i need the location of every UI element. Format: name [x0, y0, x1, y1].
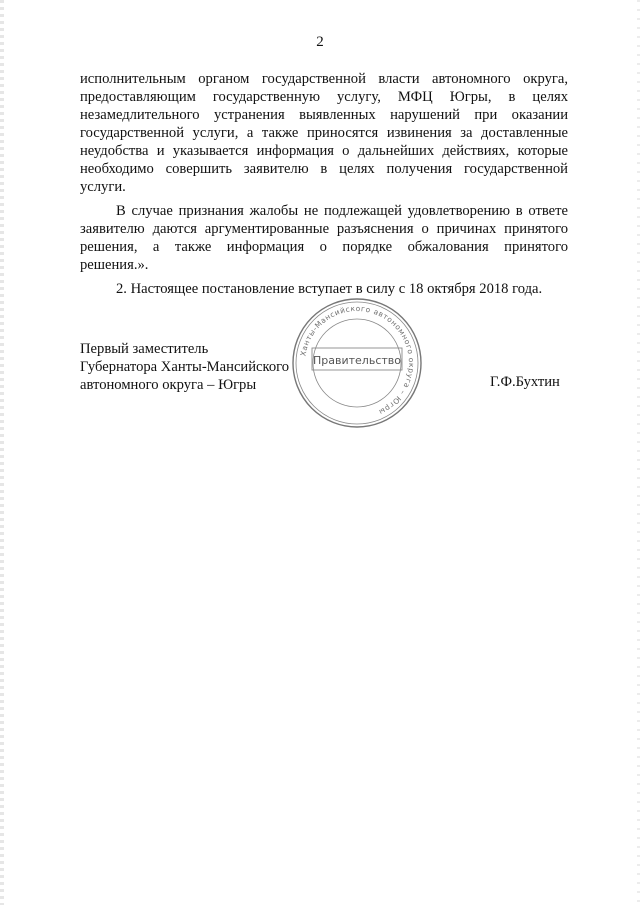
text-line: услуги. — [80, 179, 126, 195]
text-line: государственной услуги, а также приносятся извинения за доставленные — [80, 125, 568, 141]
paragraph-1 — [80, 70, 568, 196]
signer-name: Г.Ф.Бухтин — [490, 374, 560, 390]
signer-title — [80, 340, 289, 394]
seal-center-text: Правительство — [313, 354, 401, 367]
signer-title-line: Губернатора Ханты-Мансийского — [80, 359, 290, 375]
text-line: неудобства и указывается информация о дальнейших действиях, которые — [80, 143, 568, 159]
text-line: незамедлительного устранения выявленных нарушений при оказании — [80, 107, 568, 123]
seal-graphic — [290, 296, 424, 430]
text-line: решения, а также информация о порядке обжалования принятого — [80, 239, 568, 255]
text-line: необходимо совершить заявителю в целях получения государственной — [80, 161, 568, 177]
document-body — [80, 70, 568, 298]
signer-title-line: автономного округа – Югры — [80, 377, 257, 393]
signer-title-line: Первый заместитель — [80, 341, 209, 357]
official-seal — [290, 296, 424, 430]
text-line: В случае признания жалобы не подлежащей удовлетворению в ответе — [116, 203, 568, 219]
text-line: исполнительным органом государственной власти автономного округа, — [80, 71, 568, 87]
page-number: 2 — [316, 34, 324, 50]
text-line: заявителю даются аргументированные разъяснения о причинах принятого — [80, 221, 568, 237]
seal-ring-text: Ханты-Мансийского автономного округа – Югры — [298, 303, 417, 417]
scan-edge-left — [0, 0, 4, 905]
paragraph-2 — [80, 202, 568, 274]
text-line: решения.». — [80, 257, 149, 273]
text-line: предоставляющим государственную услугу, МФЦ Югры, в целях — [80, 89, 568, 105]
text-line: 2. Настоящее постановление вступает в силу с 18 октября 2018 года. — [116, 281, 543, 297]
